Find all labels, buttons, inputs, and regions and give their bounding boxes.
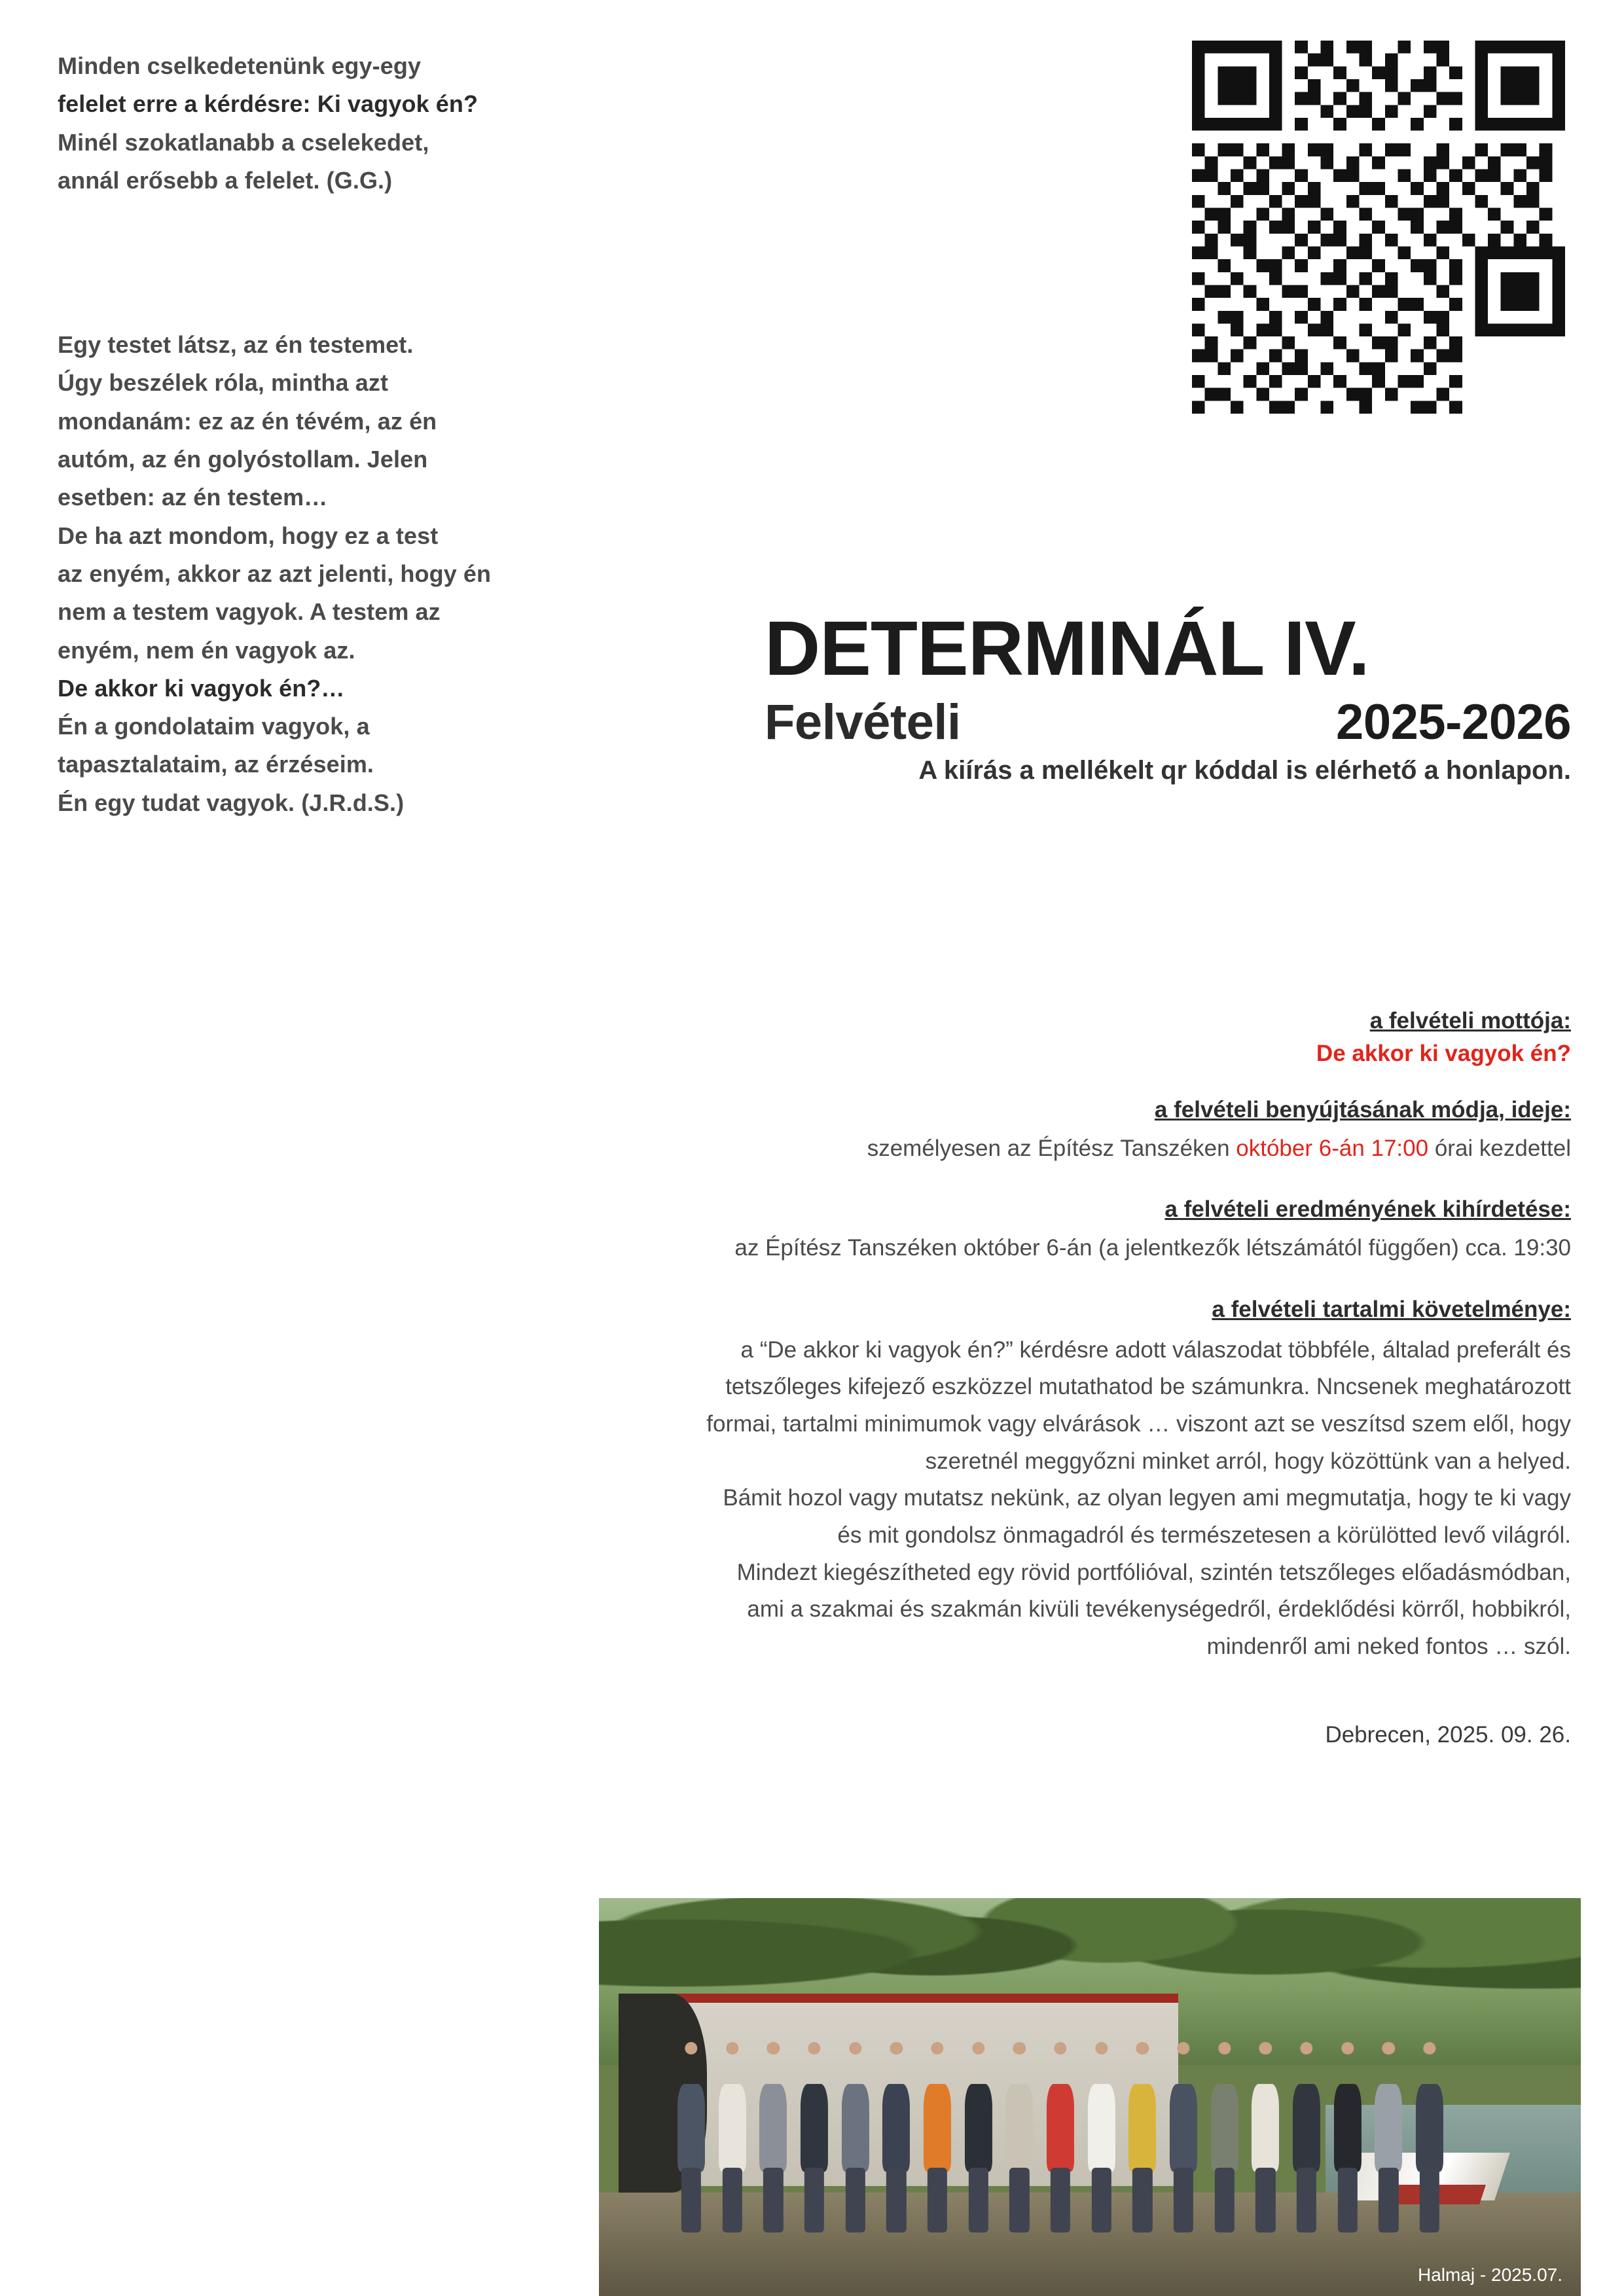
photo-person <box>1088 2042 1115 2233</box>
info-section <box>589 1008 1571 1748</box>
group-photo <box>599 1898 1581 2296</box>
title-note: A kiírás a mellékelt qr kóddal is elérhető a honlapon. <box>918 755 1571 785</box>
submission-pre: személyesen az Építész Tanszéken <box>867 1136 1236 1161</box>
photo-person <box>1252 2042 1279 2233</box>
quote-main-line: mondanám: ez az én tévém, az én <box>58 407 437 435</box>
requirements-line: szeretnél meggyőzni minket arról, hogy közöttünk van a helyed. <box>925 1448 1571 1474</box>
page-title: DETERMINÁL IV. <box>765 605 1369 692</box>
requirements-label: a felvételi tartalmi követelménye: <box>1212 1296 1571 1322</box>
quote-main-line: De ha azt mondom, hogy ez a test <box>58 522 439 549</box>
quote-top-line: Minden cselkedetenünk egy-egy <box>58 52 422 79</box>
photo-person <box>882 2042 910 2233</box>
photo-person <box>1293 2042 1320 2233</box>
requirements-line: és mit gondolsz önmagadról és természetesen a körülötted levő világról. <box>837 1522 1571 1548</box>
quote-main-line: Én egy tudat vagyok. (J.R.d.S.) <box>58 789 405 816</box>
photo-person <box>1128 2042 1156 2233</box>
photo-person <box>1334 2042 1362 2233</box>
motto-answer: De akkor ki vagyok én? <box>1316 1041 1571 1066</box>
quote-main-line: az enyém, akkor az azt jelenti, hogy én <box>58 560 492 587</box>
quote-main-line: nem a testem vagyok. A testem az <box>58 598 441 626</box>
requirements-line: Bámit hozol vagy mutatsz nekünk, az olyan legyen ami megmutatja, hogy te ki vagy <box>723 1485 1571 1511</box>
submission-deadline: október 6-án 17:00 <box>1236 1136 1429 1161</box>
submission-post: órai kezdettel <box>1428 1136 1571 1161</box>
results-label: a felvételi eredményének kihírdetése: <box>1164 1196 1571 1223</box>
photo-person <box>965 2042 992 2233</box>
quote-main <box>58 326 516 822</box>
photo-person <box>1047 2042 1074 2233</box>
photo-person <box>801 2042 828 2233</box>
photo-people-group <box>677 2026 1443 2233</box>
photo-person <box>1416 2042 1443 2233</box>
quote-main-line: enyém, nem én vagyok az. <box>58 636 355 664</box>
title-years: 2025-2026 <box>1336 694 1571 750</box>
title-subtitle: Felvételi <box>765 694 961 750</box>
photo-person <box>842 2042 869 2233</box>
quote-top-line: felelet erre a kérdésre: Ki vagyok én? <box>58 90 478 118</box>
quote-main-line: esetben: az én testem… <box>58 484 328 511</box>
submission-label: a felvételi benyújtásának módja, ideje: <box>1154 1097 1571 1122</box>
quote-top-line: Minél szokatlanabb a cselekedet, <box>58 128 429 156</box>
quote-main-highlight: De akkor ki vagyok én?… <box>58 674 345 702</box>
quote-top <box>58 47 542 200</box>
photo-person <box>1170 2042 1197 2233</box>
photo-caption: Halmaj - 2025.07. <box>1417 2265 1562 2285</box>
photo-person <box>1211 2042 1238 2233</box>
photo-person <box>924 2042 951 2233</box>
quote-main-line: autóm, az én golyóstollam. Jelen <box>58 445 428 473</box>
photo-person <box>1005 2042 1033 2233</box>
signature-line: Debrecen, 2025. 09. 26. <box>1325 1721 1571 1748</box>
motto-label: a felvételi mottója: <box>1369 1008 1571 1033</box>
requirements-line: tetszőleges kifejező eszközzel mutathatod be számunkra. Nncsenek meghatározott <box>725 1374 1571 1400</box>
requirements-line: Mindezt kiegészítheted egy rövid portfólióval, szintén tetszőleges előadásmódban, <box>736 1559 1571 1585</box>
photo-person <box>1375 2042 1402 2233</box>
quote-main-line: Én a gondolataim vagyok, a <box>58 713 370 740</box>
photo-person <box>719 2042 746 2233</box>
requirements-text <box>589 1332 1571 1666</box>
requirements-line: formai, tartalmi minimumok vagy elvárások … viszont azt se veszítsd szem elől, hogy <box>706 1410 1571 1437</box>
submission-text <box>589 1131 1571 1166</box>
quote-top-line: annál erősebb a felelet. (G.G.) <box>58 166 393 194</box>
title-block <box>753 605 1571 785</box>
quote-main-line: Úgy beszélek róla, mintha azt <box>58 369 389 397</box>
quote-main-line: Egy testet látsz, az én testemet. <box>58 331 414 358</box>
photo-person <box>759 2042 787 2233</box>
photo-person <box>677 2042 705 2233</box>
results-text: az Építész Tanszéken október 6-án (a jelentkezők létszámától függően) cca. 19:30 <box>734 1235 1571 1261</box>
requirements-line: a “De akkor ki vagyok én?” kérdésre adott válaszodat többféle, általad preferált és <box>740 1336 1571 1363</box>
quote-main-line: tapasztalataim, az érzéseim. <box>58 751 374 778</box>
requirements-line: mindenről ami neked fontos … szól. <box>1206 1634 1571 1659</box>
title-row <box>753 694 1571 751</box>
qr-code-icon[interactable] <box>1192 41 1565 414</box>
requirements-line: ami a szakmai és szakmán kivüli tevékenységedről, érdeklődési körről, hobbikról, <box>747 1596 1571 1623</box>
